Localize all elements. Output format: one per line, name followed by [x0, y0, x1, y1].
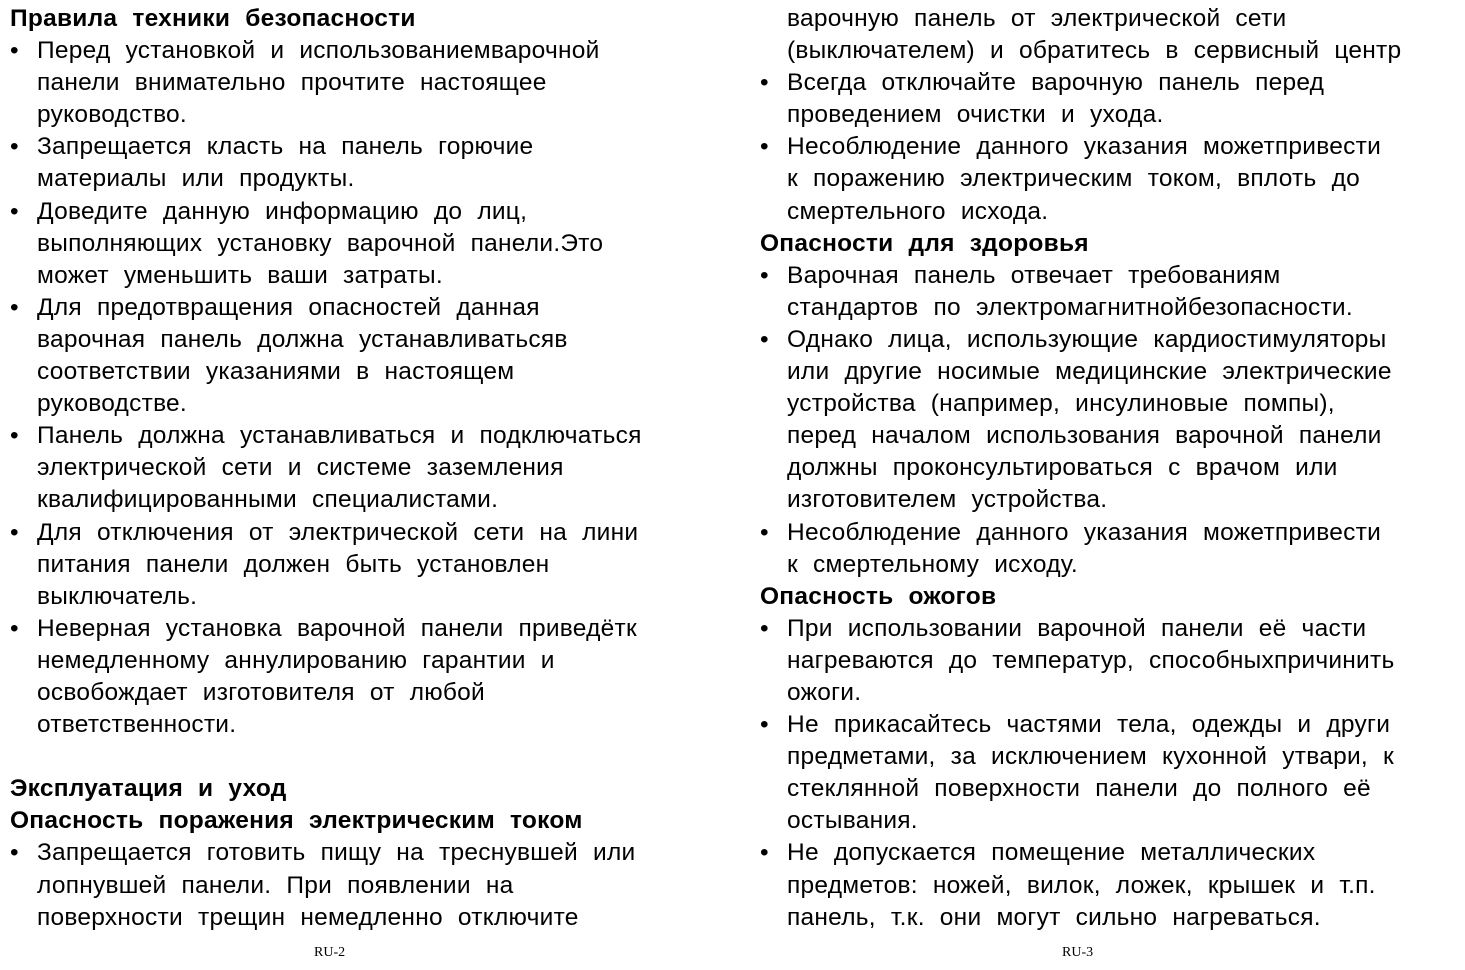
health-hazards-list — [760, 260, 1465, 581]
bullet-icon: • — [10, 518, 19, 546]
text-line: ответственности. — [37, 711, 237, 739]
text-line: панели внимательно прочтите настоящее — [37, 69, 547, 97]
bullet-icon: • — [760, 69, 769, 97]
list-item — [760, 324, 1465, 517]
health-hazards-heading: Опасности для здоровья — [760, 229, 1089, 257]
list-item — [10, 35, 720, 131]
text-line: выполняющих установку варочной панели.Это — [37, 229, 604, 257]
page-number-left: RU-2 — [314, 945, 346, 960]
text-line: Неверная установка варочной панели приведётк — [37, 614, 637, 642]
text-line: предметами, за исключением кухонной утвари, к — [787, 743, 1395, 771]
text-line: Несоблюдение данного указания можетпривести — [787, 133, 1382, 161]
list-item — [760, 260, 1465, 324]
list-item — [760, 67, 1465, 131]
text-line: соответствии указаниями в настоящем — [37, 358, 515, 386]
text-line: перед началом использования варочной панели — [787, 422, 1382, 450]
right-page — [760, 3, 1465, 934]
text-line: к смертельному исходу. — [787, 550, 1078, 578]
bullet-icon: • — [10, 37, 19, 65]
bullet-icon: • — [760, 839, 769, 867]
safety-rules-heading: Правила техники безопасности — [10, 5, 416, 32]
text-line: Для отключения от электрической сети на лини — [37, 518, 639, 546]
bullet-icon: • — [760, 133, 769, 161]
text-line: Перед установкой и использованиемварочной — [37, 37, 600, 65]
text-line: (выключателем) и обратитесь в сервисный центр — [787, 37, 1402, 65]
list-item — [760, 837, 1465, 933]
text-line: Для предотвращения опасностей данная — [37, 293, 540, 321]
section-spacer — [10, 741, 720, 773]
text-line: руководстве. — [37, 390, 187, 418]
text-line: При использовании варочной панели её части — [787, 614, 1367, 642]
text-line: проведением очистки и ухода. — [787, 101, 1164, 129]
list-item — [10, 837, 720, 933]
text-line: к поражению электрическим током, вплоть до — [787, 165, 1360, 193]
text-line: Всегда отключайте варочную панель перед — [787, 69, 1325, 97]
text-line: Запрещается класть на панель горючие — [37, 133, 534, 161]
burn-hazard-heading: Опасность ожогов — [760, 582, 997, 610]
text-line: ожоги. — [787, 678, 862, 706]
text-line: руководство. — [37, 101, 187, 129]
bullet-icon: • — [10, 614, 19, 642]
text-line: поверхности трещин немедленно отключите — [37, 903, 579, 931]
text-line: Запрещается готовить пищу на треснувшей или — [37, 839, 636, 867]
text-line: панель, т.к. они могут сильно нагреваться. — [787, 903, 1321, 931]
page-number-right: RU-3 — [1062, 945, 1094, 960]
text-line: Варочная панель отвечает требованиям — [787, 261, 1281, 289]
list-item — [10, 196, 720, 292]
list-item — [10, 131, 720, 195]
bullet-icon: • — [760, 325, 769, 353]
bullet-icon: • — [10, 293, 19, 321]
text-line: электрической сети и системе заземления — [37, 454, 564, 482]
text-line: может уменьшить ваши затраты. — [37, 261, 443, 289]
bullet-icon: • — [10, 197, 19, 225]
list-item — [10, 292, 720, 420]
text-line: выключатель. — [37, 582, 198, 610]
bullet-icon: • — [10, 839, 19, 867]
text-line: смертельного исхода. — [787, 197, 1049, 225]
text-line: или другие носимые медицинские электрические — [787, 358, 1392, 386]
bullet-icon: • — [760, 518, 769, 546]
bullet-icon: • — [10, 422, 19, 450]
list-item — [760, 709, 1465, 837]
text-line: должны проконсультироваться с врачом или — [787, 454, 1338, 482]
text-line: стандартов по электромагнитнойбезопасности. — [787, 293, 1353, 321]
continued-text — [760, 3, 1465, 67]
text-line: питания панели должен быть установлен — [37, 550, 550, 578]
text-line: лопнувшей панели. При появлении на — [37, 871, 514, 899]
text-line: Доведите данную информацию до лиц, — [37, 197, 528, 225]
text-line: Не допускается помещение металлических — [787, 839, 1316, 867]
text-line: предметов: ножей, вилок, ложек, крышек и т.п. — [787, 871, 1376, 899]
text-line: варочная панель должна устанавливатьсяв — [37, 325, 568, 353]
list-item — [10, 517, 720, 613]
list-item — [760, 613, 1465, 709]
text-line: нагреваются до температур, способныхпричинить — [787, 646, 1395, 674]
text-line: квалифицированными специалистами. — [37, 486, 499, 514]
text-line: варочную панель от электрической сети — [787, 5, 1287, 32]
text-line: немедленному аннулированию гарантии и — [37, 646, 555, 674]
burn-hazard-list — [760, 613, 1465, 934]
text-line: Однако лица, использующие кардиостимуляторы — [787, 325, 1387, 353]
text-line: стеклянной поверхности панели до полного её — [787, 775, 1371, 803]
left-page — [10, 3, 720, 934]
text-line: остывания. — [787, 807, 918, 835]
bullet-icon: • — [760, 711, 769, 739]
electric-shock-list — [10, 837, 720, 933]
bullet-icon: • — [760, 261, 769, 289]
list-item — [760, 517, 1465, 581]
electric-shock-heading: Опасность поражения электрическим током — [10, 807, 583, 835]
text-line: освобождает изготовителя от любой — [37, 678, 485, 706]
text-line: Не прикасайтесь частями тела, одежды и други — [787, 711, 1391, 739]
text-line: Несоблюдение данного указания можетпривести — [787, 518, 1382, 546]
list-item — [10, 613, 720, 741]
text-line: Панель должна устанавливаться и подключаться — [37, 422, 642, 450]
continued-list — [760, 67, 1465, 227]
text-line: изготовителем устройства. — [787, 486, 1108, 514]
text-line: устройства (например, инсулиновые помпы), — [787, 390, 1335, 418]
text-line: материалы или продукты. — [37, 165, 355, 193]
list-item — [760, 131, 1465, 227]
list-item — [10, 420, 720, 516]
operation-care-heading: Эксплуатация и уход — [10, 775, 287, 803]
bullet-icon: • — [10, 133, 19, 161]
safety-rules-list — [10, 35, 720, 741]
bullet-icon: • — [760, 614, 769, 642]
